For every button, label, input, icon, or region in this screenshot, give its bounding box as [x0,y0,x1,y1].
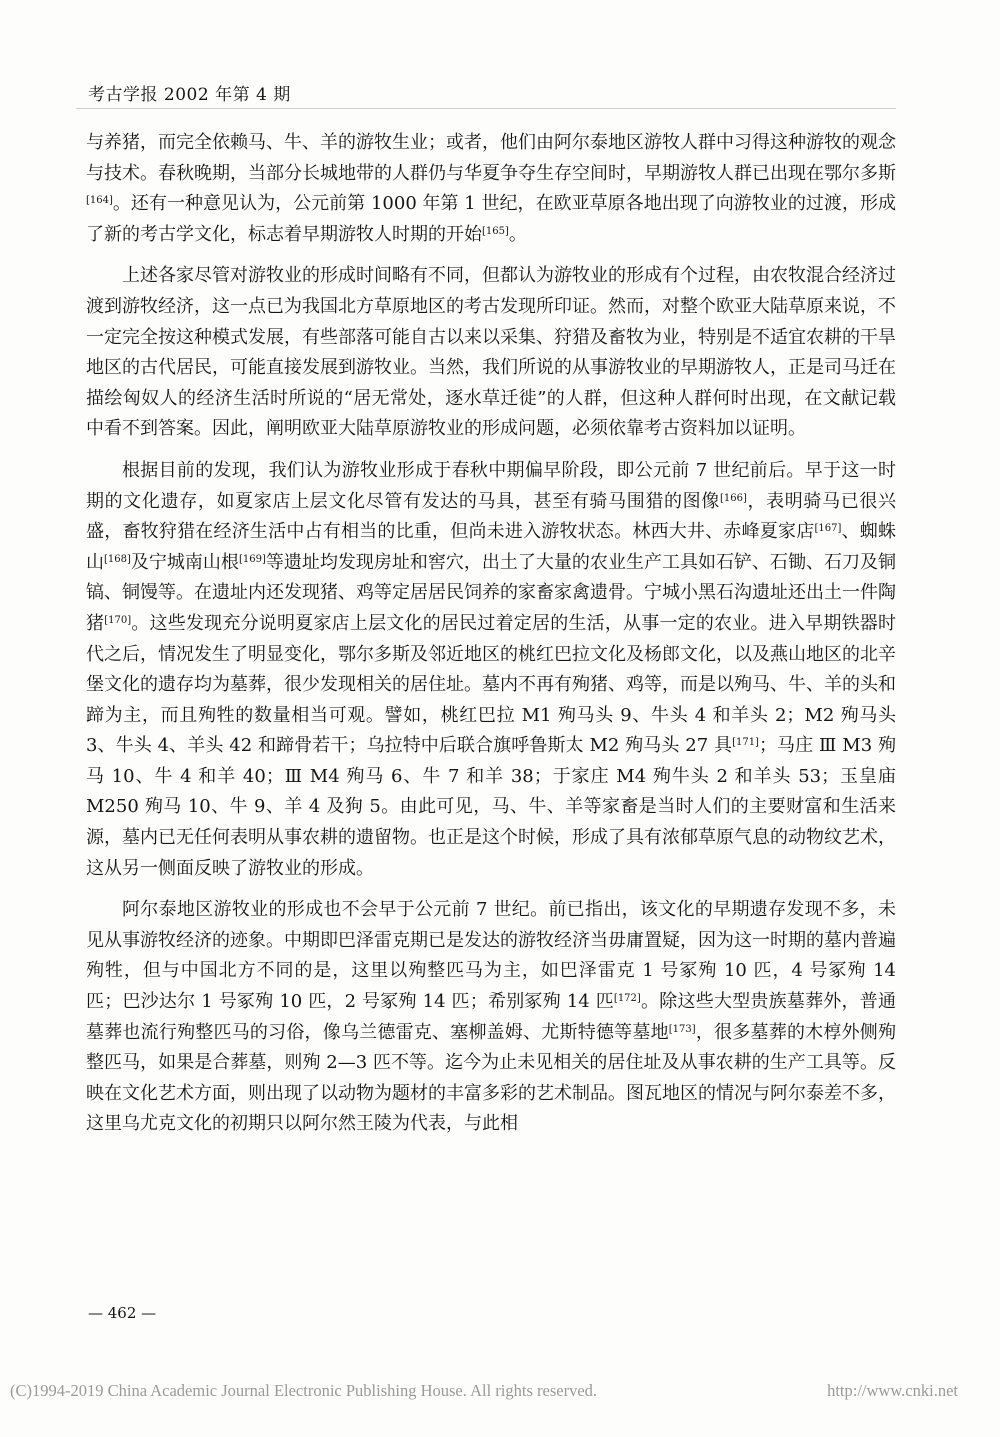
paragraph [86,895,896,1140]
text-run: 上述各家尽管对游牧业的形成时间略有不同，但都认为游牧业的形成有个过程，由农牧混合经济过渡到游牧经济，这一点已为我国北方草原地区的考古发现所印证。然而，对整个欧亚大陆草原来说，不一定完全按这种模式发展，有些部落可能自古以来以采集、狩猎及畜牧为业，特别是不适宜农耕的干旱地区的古代居民，可能直接发展到游牧业。当然，我们所说的从事游牧业的早期游牧人，正是司马迁在描绘匈奴人的经济生活时所说的“居无常处，逐水草迁徙”的人群，但这种人群何时出现，在文献记载中看不到答案。因此，阐明欧亚大陆草原游牧业的形成问题，必须依靠考古资料加以证明。 [86,265,896,440]
citation-ref: [173] [668,1023,696,1035]
text-run: 及宁城南山根 [130,551,239,573]
citation-ref: [168] [104,553,131,565]
paragraph [86,456,896,884]
text-run: 。还有一种意见认为，公元前第 1000 年第 1 世纪，在欧亚草原各地出现了向游牧业的过渡，形成了新的考古学文化，标志着早期游牧人时期的开始 [86,193,896,245]
text-run: 、蜘蛛山 [86,521,897,573]
publisher-url[interactable]: http://www.cnki.net [827,1381,958,1400]
running-header: 考古学报 2002 年第 4 期 [88,85,291,105]
text-run: ；马庄 Ⅲ M3 殉马 10、牛 4 和羊 40；Ⅲ M4 殉马 6、牛 7 和羊 38；于家庄 M4 殉牛头 2 和羊头 53；玉皇庙 M250 殉马 10、牛 9、羊 4 及狗 5。由此可见，马、牛、羊等家畜是当时人们的主要财富和生活来源，墓内已无任何表明从事农耕的遗留物。也正是这个时候，形成了具有浓郁草原气息的动物纹艺术，这从另一侧面反映了游牧业的形成。 [86,735,897,879]
text-run: 阿尔泰地区游牧业的形成也不会早于公元前 7 世纪。前已指出，该文化的早期遗存发现不多，未见从事游牧经济的迹象。中期即巴泽雷克期已是发达的游牧经济当毋庸置疑，因为这一时期的墓内普遍殉牲，但与中国北方不同的是，这里以殉整匹马为主，如巴泽雷克 1 号冢殉 10 匹，4 号冢殉 14 匹；巴沙达尔 1 号冢殉 10 匹，2 号冢殉 14 匹；希别冢殉 14 匹 [86,899,896,1013]
citation-ref: [172] [613,993,641,1005]
citation-ref: [171] [732,737,759,749]
text-run: 。除这些大型贵族墓葬外，普通墓葬也流行殉整匹马的习俗，像乌兰德雷克、塞柳盖姆、尤斯特德等墓地 [86,991,896,1043]
header-rule [76,108,896,109]
text-run: 根据目前的发现，我们认为游牧业形成于春秋中期偏早阶段，即公元前 7 世纪前后。早于这一时期的文化遗存，如夏家店上层文化尽管有发达的马具，甚至有骑马围猎的图像 [86,459,896,512]
page-number: — 462 — [88,1304,157,1322]
citation-ref: [166] [719,492,747,504]
article-body [86,128,896,1151]
text-run: 。 [508,223,527,245]
text-run: 。这些发现充分说明夏家店上层文化的居民过着定居的生活，从事一定的农业。进入早期铁器时代之后，情况发生了明显变化，鄂尔多斯及邻近地区的桃红巴拉文化及杨郎文化，以及燕山地区的北辛堡文化的遗存均为墓葬，很少发现相关的居住址。墓内不再有殉猪、鸡等，而是以殉马、牛、羊的头和蹄为主，而且殉牲的数量相当可观。譬如，桃红巴拉 M1 殉马头 9、牛头 4 和羊头 2；M2 殉马头 3、牛头 4、羊头 42 和蹄骨若干；乌拉特中后联合旗呼鲁斯太 M2 殉马头 27 具 [86,612,897,757]
citation-ref: [167] [814,523,842,535]
citation-ref: [170] [104,614,132,626]
text-run: 等遗址均发现房址和窖穴，出土了大量的农业生产工具如石铲、石锄、石刀及铜镐、铜馒等。在遗址内还发现猪、鸡等定居居民饲养的家畜家禽遗骨。宁城小黑石沟遗址还出土一件陶猪 [86,551,897,634]
citation-ref: [165] [482,225,509,237]
text-run: 与养猪，而完全依赖马、牛、羊的游牧生业；或者，他们由阿尔泰地区游牧人群中习得这种游牧的观念与技术。春秋晚期，当部分长城地带的人群仍与华夏争夺生存空间时，早期游牧人群已出现在鄂尔多斯 [86,132,896,184]
paragraph [86,261,896,445]
citation-ref: [164] [86,195,113,207]
paragraph [86,128,896,250]
citation-ref: [169] [238,553,266,565]
text-run: ，很多墓葬的木椁外侧殉整匹马，如果是合葬墓，则殉 2—3 匹不等。迄今为止未见相关的居住址及从事农耕的生产工具等。反映在文化艺术方面，则出现了以动物为题材的丰富多彩的艺术制品。图瓦地区的情况与阿尔泰差不多，这里乌尤克文化的初期只以阿尔然王陵为代表，与此相 [86,1021,897,1135]
text-run: ，表明骑马已很兴盛，畜牧狩猎在经济生活中占有相当的比重，但尚未进入游牧状态。林西大井、赤峰夏家店 [86,490,897,543]
copyright-notice: (C)1994-2019 China Academic Journal Electronic Publishing House. All rights reserved. [10,1381,598,1400]
